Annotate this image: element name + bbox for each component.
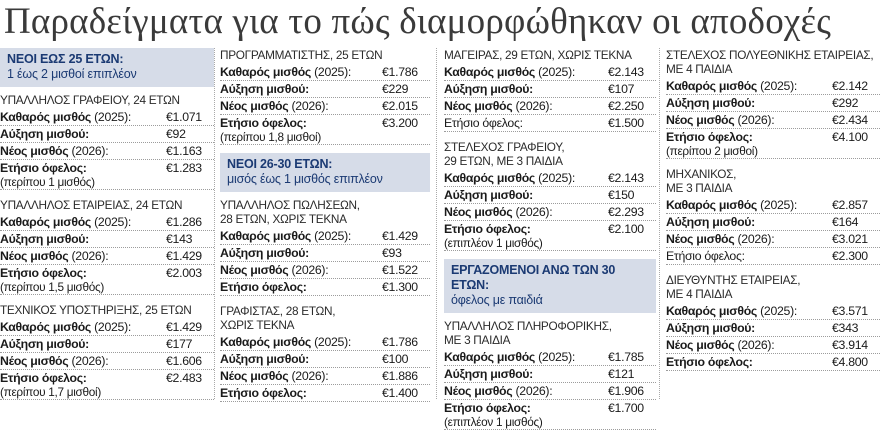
example-heading: ΣΤΕΛΕΧΟΣ ΠΟΛΥΕΘΝΙΚΗΣ ΕΤΑΙΡΕΙΑΣ, ΜΕ 4 ΠΑΙΔΙΑ xyxy=(666,48,874,76)
example-multinational-executive xyxy=(666,48,880,159)
row-new-salary: Νέος μισθός (2026): €1.522 xyxy=(220,262,430,279)
column-divider xyxy=(436,48,437,399)
example-heading: ΔΙΕΥΘΥΝΤΗΣ ΕΤΑΙΡΕΙΑΣ, ΜΕ 4 ΠΑΙΔΙΑ xyxy=(666,273,801,301)
row-increase: Αύξηση μισθού: €121 xyxy=(444,366,656,383)
group-box-under-25 xyxy=(0,48,214,87)
row-new-salary: Νέος μισθός (2026): €1.163 xyxy=(0,143,214,160)
column-3 xyxy=(444,48,656,429)
row-new-salary: Νέος μισθός (2026): €2.015 xyxy=(220,98,430,115)
example-it-employee xyxy=(444,319,656,430)
row-net-salary: Καθαρός μισθός (2025): €1.785 xyxy=(444,349,656,366)
example-office-clerk xyxy=(0,93,214,190)
row-increase: Αύξηση μισθού: €229 xyxy=(220,81,430,98)
row-net-salary: Καθαρός μισθός (2025): €1.786 xyxy=(220,64,430,81)
group-heading: ΝΕΟΙ ΕΩΣ 25 ΕΤΩΝ: xyxy=(7,52,124,66)
row-new-salary: Νέος μισθός (2026): €1.606 xyxy=(0,353,214,370)
column-2 xyxy=(220,48,430,405)
row-increase: Αύξηση μισθού: €107 xyxy=(444,81,656,98)
group-box-over-30 xyxy=(444,259,656,313)
row-new-salary: Νέος μισθός (2026): €2.250 xyxy=(444,98,656,115)
example-cook xyxy=(444,48,656,132)
example-office-executive xyxy=(444,140,656,251)
row-increase: Αύξηση μισθού: €343 xyxy=(666,320,880,337)
row-net-salary: Καθαρός μισθός (2025): €1.286 xyxy=(0,214,214,231)
column-4 xyxy=(666,48,880,405)
row-increase: Αύξηση μισθού: €150 xyxy=(444,187,656,204)
row-new-salary: Νέος μισθός (2026): €2.293 xyxy=(444,204,656,221)
example-sales-employee xyxy=(220,198,430,296)
group-subheading: 1 έως 2 μισθοί επιπλέον xyxy=(7,67,137,81)
example-programmer xyxy=(220,48,430,145)
row-net-salary: Καθαρός μισθός (2025): €1.429 xyxy=(220,228,430,245)
page-title: Παραδείγματα για το πώς διαμορφώθηκαν οι αποδοχές xyxy=(4,1,832,42)
row-increase: Αύξηση μισθού: €164 xyxy=(666,214,880,231)
row-new-salary: Νέος μισθός (2026): €3.021 xyxy=(666,231,880,248)
row-annual-benefit: Ετήσιο όφελος: (περίπου 1,8 μισθοί) €3.200 xyxy=(220,115,430,145)
row-annual-benefit: Ετήσιο όφελος: €1.300 xyxy=(220,279,430,296)
group-heading: ΝΕΟΙ 26-30 ΕΤΩΝ: xyxy=(227,157,333,171)
row-annual-benefit: Ετήσιο όφελος: €1.500 xyxy=(444,115,656,132)
row-new-salary: Νέος μισθός (2026): €1.429 xyxy=(0,248,214,265)
row-new-salary: Νέος μισθός (2026): €2.434 xyxy=(666,112,880,129)
column-divider xyxy=(214,48,215,399)
row-increase: Αύξηση μισθού: €143 xyxy=(0,231,214,248)
row-net-salary: Καθαρός μισθός (2025): €3.571 xyxy=(666,303,880,320)
row-annual-benefit: Ετήσιο όφελος: €1.400 xyxy=(220,385,430,402)
row-increase: Αύξηση μισθού: €177 xyxy=(0,336,214,353)
row-increase: Αύξηση μισθού: €92 xyxy=(0,126,214,143)
row-net-salary: Καθαρός μισθός (2025): €1.429 xyxy=(0,319,214,336)
row-annual-benefit: Ετήσιο όφελος: (περίπου 1 μισθός) €1.283 xyxy=(0,160,214,190)
column-1 xyxy=(0,48,214,405)
group-subheading: μισός έως 1 μισθός επιπλέον xyxy=(227,172,383,186)
row-new-salary: Νέος μισθός (2026): €1.906 xyxy=(444,383,656,400)
group-heading: ΕΡΓΑΖΟΜΕΝΟΙ ΑΝΩ ΤΩΝ 30 ΕΤΩΝ: xyxy=(451,263,616,292)
row-net-salary: Καθαρός μισθός (2025): €2.142 xyxy=(666,78,880,95)
example-heading: ΣΤΕΛΕΧΟΣ ΓΡΑΦΕΙΟΥ, 29 ΕΤΩΝ, ΜΕ 3 ΠΑΙΔΙΑ xyxy=(444,140,565,168)
example-heading: ΥΠΑΛΛΗΛΟΣ ΕΤΑΙΡΕΙΑΣ, 24 ΕΤΩΝ xyxy=(0,198,183,212)
row-net-salary: Καθαρός μισθός (2025): €1.786 xyxy=(220,334,430,351)
row-net-salary: Καθαρός μισθός (2025): €2.857 xyxy=(666,197,880,214)
group-box-26-30 xyxy=(220,153,430,192)
example-graphic-designer xyxy=(220,304,430,402)
row-net-salary: Καθαρός μισθός (2025): €2.143 xyxy=(444,64,656,81)
column-divider xyxy=(659,48,660,399)
example-tech-support xyxy=(0,303,214,400)
row-net-salary: Καθαρός μισθός (2025): €2.143 xyxy=(444,170,656,187)
row-annual-benefit: Ετήσιο όφελος: (επιπλέον 1 μισθός) €1.700 xyxy=(444,400,656,430)
row-new-salary: Νέος μισθός (2026): €1.886 xyxy=(220,368,430,385)
row-annual-benefit: Ετήσιο όφελος: (περίπου 1,7 μισθοί) €2.483 xyxy=(0,370,214,400)
example-company-employee xyxy=(0,198,214,295)
example-heading: ΥΠΑΛΛΗΛΟΣ ΠΛΗΡΟΦΟΡΙΚΗΣ, ΜΕ 3 ΠΑΙΔΙΑ xyxy=(444,319,612,347)
row-increase: Αύξηση μισθού: €93 xyxy=(220,245,430,262)
example-heading: ΜΗΧΑΝΙΚΟΣ, ΜΕ 3 ΠΑΙΔΙΑ xyxy=(666,167,737,195)
example-heading: ΥΠΑΛΛΗΛΟΣ ΓΡΑΦΕΙΟΥ, 24 ΕΤΩΝ xyxy=(0,93,180,107)
row-annual-benefit: Ετήσιο όφελος: (επιπλέον 1 μισθός) €2.100 xyxy=(444,221,656,251)
example-heading: ΥΠΑΛΛΗΛΟΣ ΠΩΛΗΣΕΩΝ, 28 ΕΤΩΝ, ΧΩΡΙΣ ΤΕΚΝΑ xyxy=(220,198,360,226)
group-subheading: όφελος με παιδιά xyxy=(451,293,543,307)
row-annual-benefit: Ετήσιο όφελος: (περίπου 2 μισθοί) €4.100 xyxy=(666,129,880,159)
row-increase: Αύξηση μισθού: €292 xyxy=(666,95,880,112)
example-heading: ΓΡΑΦΙΣΤΑΣ, 28 ΕΤΩΝ, ΧΩΡΙΣ ΤΕΚΝΑ xyxy=(220,304,336,332)
example-heading: ΠΡΟΓΡΑΜΜΑΤΙΣΤΗΣ, 25 ΕΤΩΝ xyxy=(220,48,383,62)
row-annual-benefit: Ετήσιο όφελος: (περίπου 1,5 μισθός) €2.003 xyxy=(0,265,214,295)
row-annual-benefit: Ετήσιο όφελος: €4.800 xyxy=(666,354,880,371)
row-net-salary: Καθαρός μισθός (2025): €1.071 xyxy=(0,109,214,126)
example-heading: ΤΕΧΝΙΚΟΣ ΥΠΟΣΤΗΡΙΞΗΣ, 25 ΕΤΩΝ xyxy=(0,303,192,317)
example-company-director xyxy=(666,273,880,371)
row-annual-benefit: Ετήσιο όφελος: €2.300 xyxy=(666,248,880,265)
row-increase: Αύξηση μισθού: €100 xyxy=(220,351,430,368)
row-new-salary: Νέος μισθός (2026): €3.914 xyxy=(666,337,880,354)
example-engineer xyxy=(666,167,880,265)
example-heading: ΜΑΓΕΙΡΑΣ, 29 ΕΤΩΝ, ΧΩΡΙΣ ΤΕΚΝΑ xyxy=(444,48,632,62)
